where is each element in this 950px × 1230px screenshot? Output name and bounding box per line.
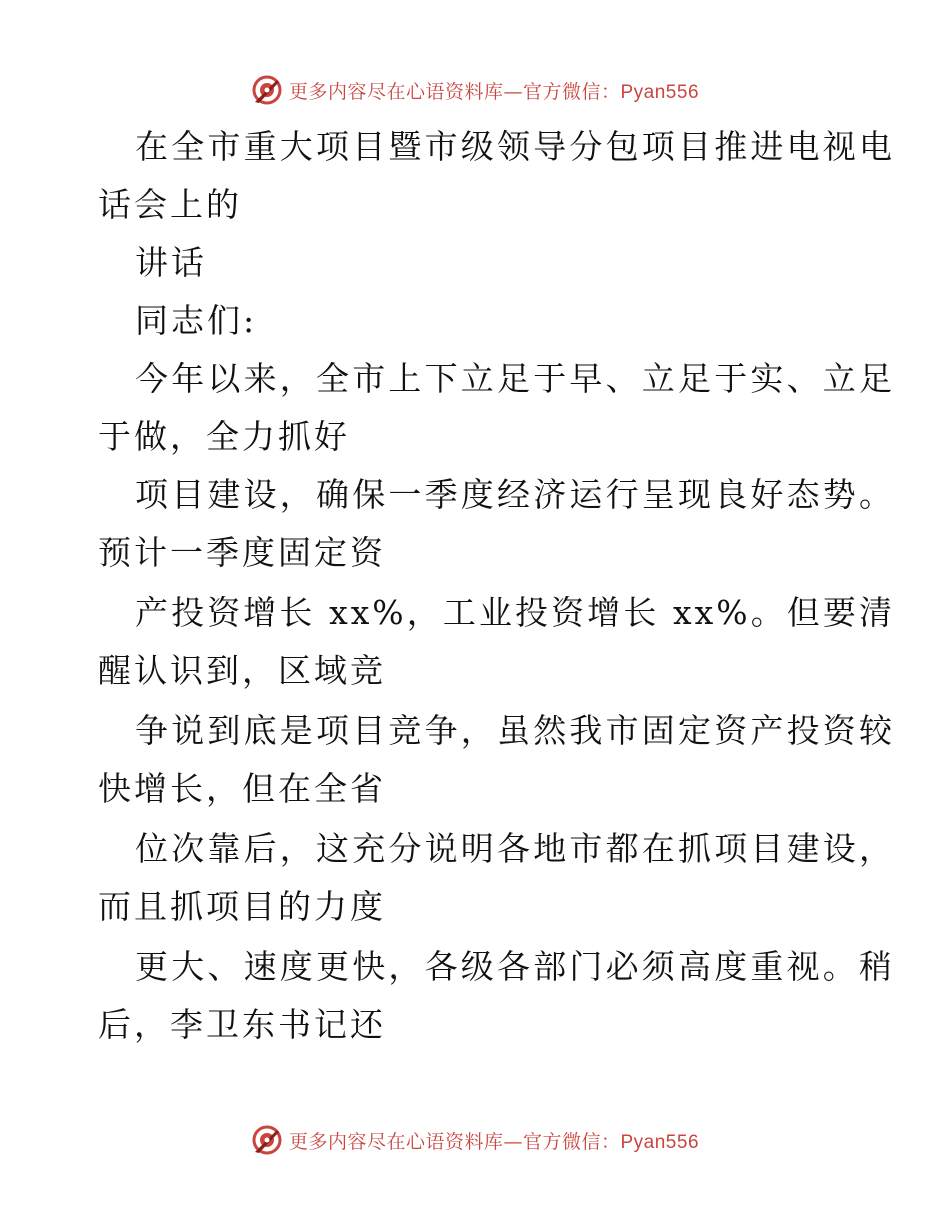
paragraph-line: 醒认识到，区域竞 [98, 651, 386, 690]
paragraph-line: 预计一季度固定资 [98, 533, 386, 572]
document-title-line-1: 在全市重大项目暨市级领导分包项目推进电视电 [135, 127, 895, 166]
salutation: 同志们: [135, 301, 258, 340]
paragraph-line: 今年以来，全市上下立足于早、立足于实、立足 [135, 359, 895, 398]
footer-wechat-label: 官方微信： [522, 1130, 621, 1153]
document-title-line-2: 话会上的 [98, 185, 242, 224]
document-title-line-3: 讲话 [135, 243, 207, 282]
header-wechat-id: Pyan556 [620, 81, 700, 103]
paragraph-line: 快增长，但在全省 [98, 769, 386, 808]
footer-watermark-banner [0, 1120, 950, 1160]
paragraph-line: 更大、速度更快，各级各部门必须高度重视。稍 [135, 947, 895, 986]
header-banner-text [289, 77, 699, 104]
quill-logo-icon [251, 74, 283, 106]
paragraph-line: 项目建设，确保一季度经济运行呈现良好态势。 [135, 475, 895, 514]
paragraph-line: 后，李卫东书记还 [98, 1005, 386, 1044]
header-separator: — [503, 80, 523, 103]
paragraph-line: 于做，全力抓好 [98, 417, 350, 456]
paragraph-line: 争说到底是项目竞争，虽然我市固定资产投资较 [135, 711, 895, 750]
header-wechat-label: 官方微信： [522, 80, 621, 103]
footer-banner-text [289, 1127, 699, 1154]
footer-site-text: 更多内容尽在心语资料库 [288, 1130, 504, 1153]
quill-logo-icon [251, 1124, 283, 1156]
paragraph-line: 位次靠后，这充分说明各地市都在抓项目建设， [135, 829, 895, 868]
header-watermark-banner [0, 70, 950, 110]
paragraph-line: 而且抓项目的力度 [98, 887, 386, 926]
footer-wechat-id: Pyan556 [620, 1131, 700, 1153]
paragraph-line: 产投资增长 xx%，工业投资增长 xx%。但要清 [135, 593, 895, 632]
header-site-text: 更多内容尽在心语资料库 [288, 80, 504, 103]
footer-separator: — [503, 1130, 523, 1153]
